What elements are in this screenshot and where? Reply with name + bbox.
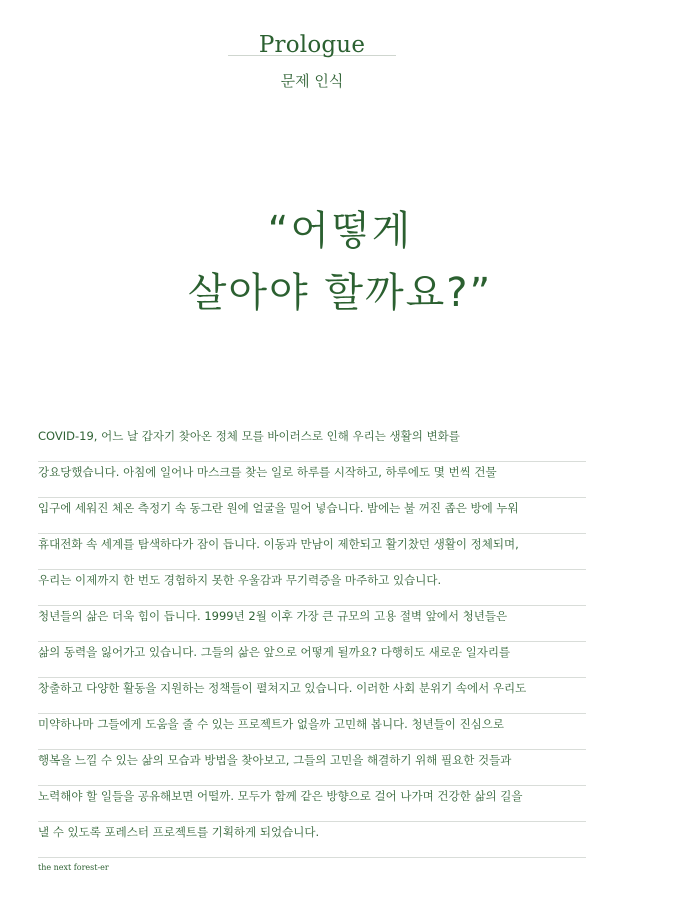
pull-quote-line-2: 살아야 할까요?”	[187, 270, 493, 316]
body-line: 미약하나마 그들에게 도움을 줄 수 있는 프로젝트가 없을까 고민해 봅니다. 청년들이 진심으로	[38, 714, 586, 750]
page-subtitle: 문제 인식	[280, 72, 344, 90]
body-text	[38, 426, 586, 858]
body-line: 우리는 이제까지 한 번도 경험하지 못한 우울감과 무기력증을 마주하고 있습니다.	[38, 570, 586, 606]
body-line: 행복을 느낄 수 있는 삶의 모습과 방법을 찾아보고, 그들의 고민을 해결하기 위해 필요한 것들과	[38, 750, 586, 786]
page-title: Prologue	[258, 32, 366, 58]
body-line: 휴대전화 속 세계를 탐색하다가 잠이 듭니다. 이동과 만남이 제한되고 활기찼던 생활이 정체되며,	[38, 534, 586, 570]
body-line: 강요당했습니다. 아침에 일어나 마스크를 찾는 일로 하루를 시작하고, 하루에도 몇 번씩 건물	[38, 462, 586, 498]
body-line: 입구에 세워진 체온 측정기 속 동그란 원에 얼굴을 밀어 넣습니다. 밤에는 불 꺼진 좁은 방에 누워	[38, 498, 586, 534]
page-header	[228, 30, 396, 90]
footer-brand: the next forest-er	[38, 863, 109, 872]
body-line: 낼 수 있도록 포레스터 프로젝트를 기획하게 되었습니다.	[38, 822, 586, 858]
body-line: COVID-19, 어느 날 갑자기 찾아온 정체 모를 바이러스로 인해 우리는 생활의 변화를	[38, 426, 586, 462]
pull-quote-line-1: “어떻게	[267, 208, 413, 254]
body-line: 노력해야 할 일들을 공유해보면 어떨까. 모두가 함께 같은 방향으로 걸어 나가며 건강한 삶의 길을	[38, 786, 586, 822]
body-line: 청년들의 삶은 더욱 힘이 듭니다. 1999년 2월 이후 가장 큰 규모의 고용 절벽 앞에서 청년들은	[38, 606, 586, 642]
pull-quote	[120, 200, 560, 324]
body-line: 창출하고 다양한 활동을 지원하는 정책들이 펼쳐지고 있습니다. 이러한 사회 분위기 속에서 우리도	[38, 678, 586, 714]
body-line: 삶의 동력을 잃어가고 있습니다. 그들의 삶은 앞으로 어떻게 될까요? 다행히도 새로운 일자리를	[38, 642, 586, 678]
